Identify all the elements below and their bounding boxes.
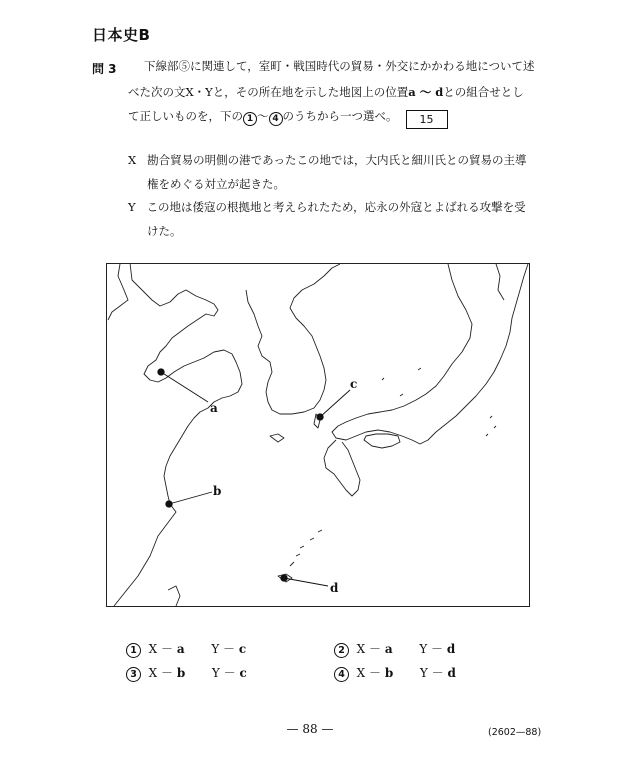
- answer-box: 15: [406, 110, 448, 129]
- choice-x-label: X －: [148, 642, 177, 656]
- choice-2: [334, 640, 455, 658]
- statement-y-text-2: けた。: [147, 224, 182, 238]
- jeju-island: [270, 434, 284, 442]
- choice-number: 1: [126, 643, 141, 658]
- korea-coastline: [246, 264, 340, 414]
- choice-x-label: X －: [356, 666, 385, 680]
- china-coastline: [114, 263, 242, 606]
- choice-x-label: X －: [356, 642, 385, 656]
- circled-number-1: 1: [243, 112, 257, 126]
- choice-y-label: Y －: [419, 666, 448, 680]
- page-code: (2602—88): [488, 727, 542, 738]
- choice-y-label: Y －: [419, 642, 447, 656]
- choice-x-value: b: [384, 666, 394, 680]
- choice-y-value: d: [447, 666, 456, 680]
- choice-3: [126, 664, 247, 682]
- statement-x-text-1: 勘合貿易の明側の港であったこの地では，大内氏と細川氏との貿易の主導: [147, 153, 527, 167]
- choice-1: [126, 640, 246, 658]
- subject-title: 日本史B: [92, 26, 151, 44]
- statement-x-label: X: [128, 153, 137, 167]
- question-text-2a: べた次の文X・Yと，その所在地を示した地図上の位置: [128, 85, 409, 99]
- question-text-2b: との組合せとし: [443, 85, 524, 99]
- ryukyu-islands: [290, 530, 322, 566]
- choice-y-value: c: [239, 666, 247, 680]
- question-text-1: 下線部⑤に関連して，室町・戦国時代の貿易・外交にかかわる地について述: [144, 59, 535, 73]
- statement-x-text-2: 権をめぐる対立が起きた。: [147, 177, 285, 191]
- map-label-b: b: [213, 484, 222, 498]
- choice-y-label: Y －: [211, 642, 239, 656]
- taiwan-island: [168, 586, 180, 606]
- choice-y-label: Y －: [211, 666, 240, 680]
- map-label-c: c: [350, 377, 358, 391]
- choice-x-label: X －: [148, 666, 177, 680]
- choice-y-value: c: [238, 642, 247, 656]
- question-tilde: ～: [257, 109, 269, 123]
- map-label-d: d: [330, 581, 339, 595]
- statement-y-text-1: この地は倭寇の根拠地と考えられたため，応永の外寇とよばれる攻撃を受: [146, 200, 526, 214]
- map-label-a: a: [210, 401, 218, 415]
- question-position-range: a ～ d: [408, 85, 444, 99]
- choice-y-value: d: [446, 642, 456, 656]
- question-text-3a: て正しいものを，下の: [128, 109, 243, 123]
- choice-x-value: a: [384, 642, 393, 656]
- statement-y-label: Y: [128, 200, 136, 214]
- choice-number: 3: [126, 667, 141, 682]
- japan-kyushu-coastline: [324, 440, 360, 496]
- choice-x-value: a: [176, 642, 185, 656]
- choice-4: [334, 664, 456, 682]
- question-text-3b: のうちから一つ選べ。: [282, 109, 398, 123]
- choice-number: 4: [334, 667, 349, 682]
- choice-number: 2: [334, 643, 349, 658]
- page-number: — 88 —: [286, 722, 334, 736]
- question-label: 問 3: [92, 62, 117, 76]
- choice-x-value: b: [176, 666, 186, 680]
- circled-number-4: 4: [269, 112, 283, 126]
- japan-shikoku-coastline: [364, 434, 400, 448]
